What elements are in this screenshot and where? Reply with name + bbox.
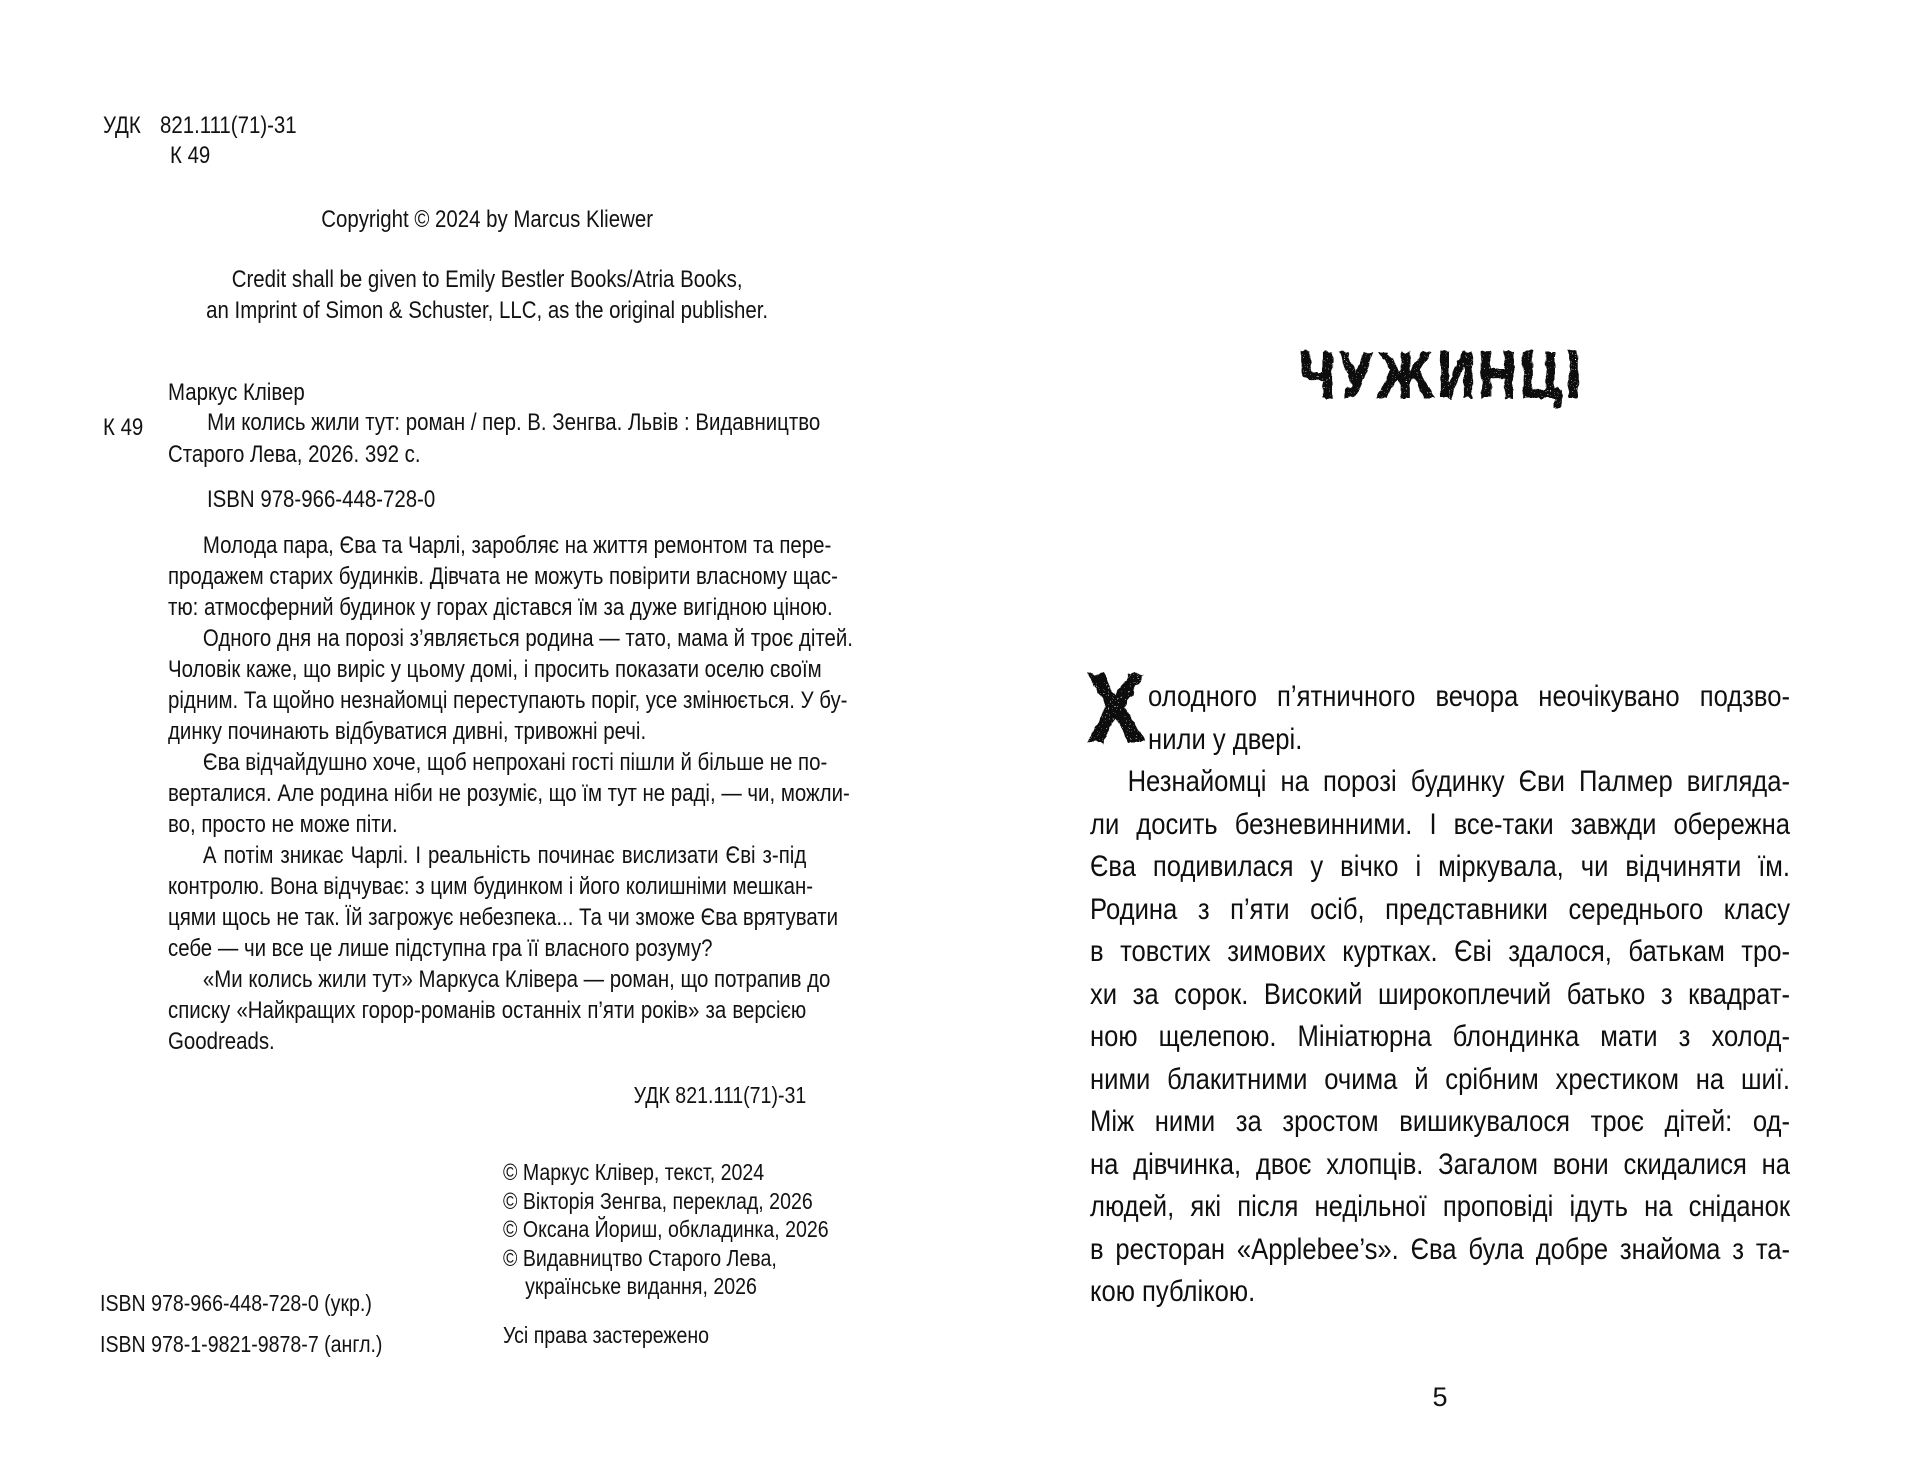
opening-paragraph bbox=[1084, 656, 1791, 765]
catalog-code-top: К 49 bbox=[170, 142, 211, 169]
colophon-line: © Оксана Йориш, обкладинка, 2026 bbox=[503, 1216, 829, 1242]
drop-cap-letter: Х bbox=[1084, 656, 1147, 765]
rights-reserved-line: Усі права застережено bbox=[503, 1322, 710, 1348]
annotation-block bbox=[168, 530, 853, 1057]
isbn-ukrainian: ISBN 978-966-448-728-0 (укр.) bbox=[100, 1290, 372, 1316]
isbn-english: ISBN 978-1-9821-9878-7 (англ.) bbox=[100, 1331, 383, 1357]
author-name: Маркус Клівер bbox=[168, 379, 305, 406]
colophon-line: українське видання, 2026 bbox=[525, 1273, 757, 1299]
copyright-line: Copyright © 2024 by Marcus Kliewer bbox=[321, 206, 654, 233]
opening-paragraph-lines: олодного п’ятничного вечора неочікувано подзво- нили у двері. bbox=[1148, 680, 1791, 756]
chapter-title: ЧУЖИНЦІ bbox=[1296, 340, 1584, 414]
body-paragraph: Незнайомці на порозі будинку Єви Палмер вигляда- ли досить безневинними. І все-таки завжди обережна Єва подивилася у вічко і міркувала, чи відчиняти їм. Родина з п’яти осіб, представники середнього класу в товстих зимових куртках. Єві здалося, батькам тро- хи за сорок. Високий широкоплечий батько з квадрат- ною щелепою. Мініатюрна блондинка мати з холод- ними блакитними очима й срібним хрестиком на шиї. Між ними за зростом вишикувалося троє дітей: од- на дівчинка, двоє хлопців. Загалом вони скидалися на людей, які після недільної проповіді ідуть на сніданок в ресторан «Applebee’s». Єва була добре знайома з та- кою публікою. bbox=[1090, 765, 1791, 1308]
annotation-paragraph: Одного дня на порозі з’являється родина — тато, мама й троє дітей. Чоловік каже, що виріс у цьому домі, і просить показати оселю своїм рідним. Та щойно незнайомці переступають поріг, усе змінюється. У бу- динку починають відбуватися дивні, тривожні речі. bbox=[168, 625, 853, 745]
annotation-paragraph: Молода пара, Єва та Чарлі, заробляє на життя ремонтом та пере- продажем старих будинків. Дівчата не можуть повірити власному щас- тю: атмосферний будинок у горах дістався їм за дуже вигідною ціною. bbox=[168, 532, 838, 621]
annotation-paragraph: Єва відчайдушно хоче, щоб непрохані гості пішли й більше не по- верталися. Але родина ніби не розуміє, що їм тут не раді, — чи, можли- во, просто не може піти. bbox=[168, 749, 850, 838]
colophon-line: © Маркус Клівер, текст, 2024 bbox=[503, 1159, 765, 1185]
catalog-code-entry: К 49 bbox=[103, 414, 144, 441]
annotation-paragraph: «Ми колись жили тут» Маркуса Клівера — роман, що потрапив до списку «Найкращих горор-романів останніх п’яти років» за версією Goodreads. bbox=[168, 966, 831, 1055]
isbn-main: ISBN 978-966-448-728-0 bbox=[207, 486, 436, 513]
udc-footer: УДК 821.111(71)-31 bbox=[633, 1082, 807, 1108]
colophon-line: © Видавництво Старого Лева, bbox=[503, 1244, 777, 1271]
annotation-paragraph: А потім зникає Чарлі. І реальність починає вислизати Єві з-під контролю. Вона відчуває: з цим будинком і його колишніми мешкан- цями щось не так. Їй загрожує небезпека... Та чи зможе Єва врятувати себе — чи все це лише підступна гра її власного розуму? bbox=[168, 842, 839, 962]
udc-code-value: 821.111(71)-31 bbox=[160, 112, 297, 139]
chapter-title-wrap bbox=[1090, 340, 1790, 414]
page-number: 5 bbox=[1432, 1382, 1448, 1412]
colophon-line: © Вікторія Зенгва, переклад, 2026 bbox=[503, 1187, 813, 1214]
catalog-entry: Ми колись жили тут: роман / пер. В. Зенгва. Львів : Видавництво Старого Лева, 2026. 392 с. bbox=[168, 409, 821, 468]
publisher-credit: Credit shall be given to Emily Bestler Books/Atria Books, an Imprint of Simon & Schuster, LLC, as the original publisher. bbox=[206, 266, 769, 324]
colophon-block bbox=[503, 1158, 829, 1301]
chapter-body bbox=[1084, 656, 1791, 1314]
udc-code-label: УДК bbox=[103, 112, 141, 139]
